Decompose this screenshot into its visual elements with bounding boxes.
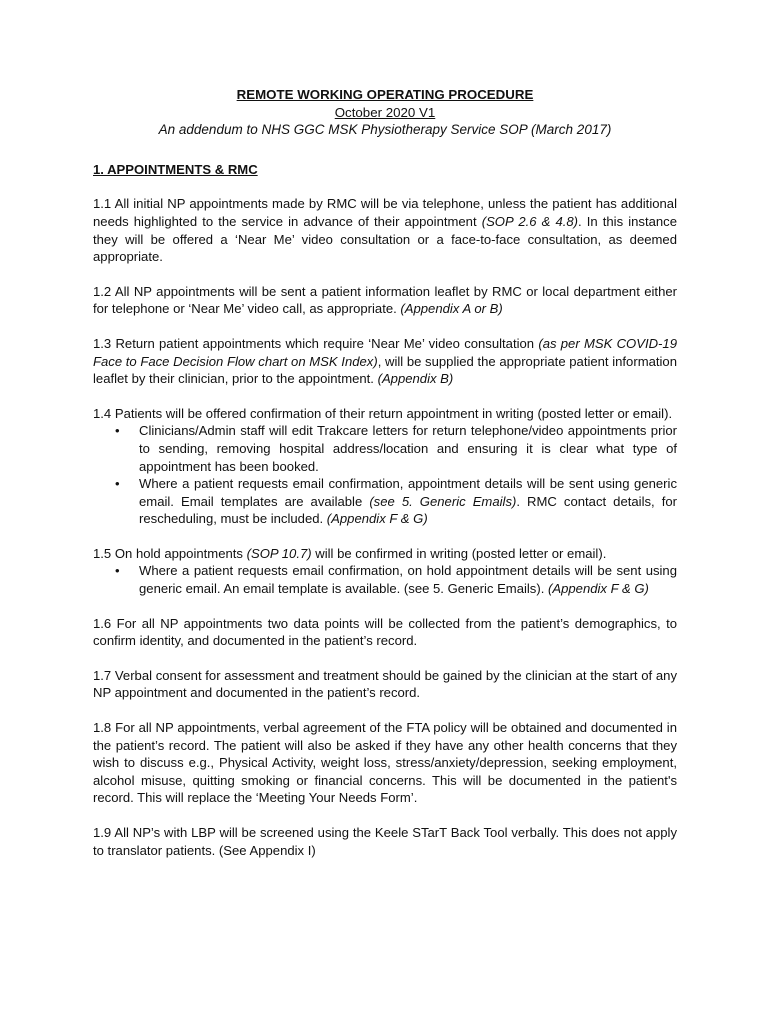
paragraph-1-1-text: 1.1 All initial NP appointments made by RMC will be via telephone, unless the patient has additional needs highlighted to the service in advance of their appointment xyxy=(93,196,677,229)
paragraph-1-3-text: 1.3 Return patient appointments which require ‘Near Me’ video consultation xyxy=(93,335,539,351)
paragraph-1-3-tail: , will be supplied the appropriate patient information leaflet by their clinician, prior to the appointment. xyxy=(93,353,677,387)
paragraph-1-4-bullet-list xyxy=(93,422,677,528)
paragraph-1-5-reference: (SOP 10.7) xyxy=(246,545,312,561)
document-title: REMOTE WORKING OPERATING PROCEDURE xyxy=(236,87,534,102)
paragraph-1-5-tail: will be confirmed in writing (posted letter or email). xyxy=(311,545,607,561)
section-heading-appointments: 1. APPOINTMENTS & RMC xyxy=(93,161,258,177)
paragraph-1-5-text: 1.5 On hold appointments xyxy=(93,545,247,561)
paragraph-1-9: 1.9 All NP’s with LBP will be screened using the Keele STarT Back Tool verbally. This does not apply to translator patients. (See Appendix I) xyxy=(93,825,677,858)
document-page xyxy=(93,86,677,876)
paragraph-1-1-tail: . In this instance they will be offered a ‘Near Me’ video consultation or a face-to-face consultation, as deemed appropriate. xyxy=(93,213,677,265)
bullet-icon: • xyxy=(115,423,120,439)
bullet-text: Clinicians/Admin staff will edit Trakcare letters for return telephone/video appointments prior to sending, removing hospital address/location and ensuring it is clear what type of appointment has been booked. xyxy=(139,423,677,474)
bullet-reference: (see 5. Generic Emails) xyxy=(369,493,517,509)
paragraph-1-3 xyxy=(93,335,677,388)
paragraph-1-2-reference: (Appendix A or B) xyxy=(400,301,503,317)
document-version: October 2020 V1 xyxy=(334,104,436,120)
paragraph-1-5-bullet-list xyxy=(93,562,677,597)
paragraph-1-4: 1.4 Patients will be offered confirmation of their return appointment in writing (posted letter or email). xyxy=(93,405,673,421)
bullet-tail: . RMC contact details, for rescheduling, must be included. xyxy=(139,493,678,527)
paragraph-1-3-reference-2: (Appendix B) xyxy=(377,371,454,387)
paragraph-1-5 xyxy=(93,545,677,563)
paragraph-1-8: 1.8 For all NP appointments, verbal agreement of the FTA policy will be obtained and documented in the patient’s record. The patient will also be asked if they have any other health concerns that they wish to discuss e.g., Physical Activity, weight loss, stress/anxiety/depression, seeking employment, alcohol misuse, quitting smoking or financial concerns. This will be documented in the patient's record. This will replace the ‘Meeting Your Needs Form’. xyxy=(93,720,677,806)
paragraph-1-7: 1.7 Verbal consent for assessment and treatment should be gained by the clinician at the start of any NP appointment and documented in the patient’s record. xyxy=(93,667,677,701)
bullet-reference-2: (Appendix F & G) xyxy=(326,511,428,527)
paragraph-1-2 xyxy=(93,283,677,318)
bullet-text: Where a patient requests email confirmation, on hold appointment details will be sent using generic email. An email template is available. (see 5. Generic Emails). xyxy=(139,563,677,597)
document-header xyxy=(93,86,677,139)
bullet-icon: • xyxy=(115,563,120,579)
bullet-item xyxy=(93,422,677,475)
document-subtitle: An addendum to NHS GGC MSK Physiotherapy Service SOP (March 2017) xyxy=(158,122,612,138)
paragraph-1-3-reference: (as per MSK COVID-19 Face to Face Decision Flow chart on MSK Index) xyxy=(93,335,677,369)
bullet-reference: (Appendix F & G) xyxy=(548,581,649,597)
bullet-text: Where a patient requests email confirmation, appointment details will be sent using generic email. Email templates are available xyxy=(139,476,677,509)
paragraph-1-1-reference: (SOP 2.6 & 4.8) xyxy=(481,213,579,229)
paragraph-1-1 xyxy=(93,195,677,265)
bullet-item xyxy=(93,562,677,597)
bullet-item xyxy=(93,475,677,528)
paragraph-1-6: 1.6 For all NP appointments two data points will be collected from the patient’s demographics, to confirm identity, and documented in the patient’s record. xyxy=(93,615,677,649)
paragraph-1-2-text: 1.2 All NP appointments will be sent a patient information leaflet by RMC or local department either for telephone or ‘Near Me’ video call, as appropriate. xyxy=(93,283,677,317)
bullet-icon: • xyxy=(115,476,120,492)
